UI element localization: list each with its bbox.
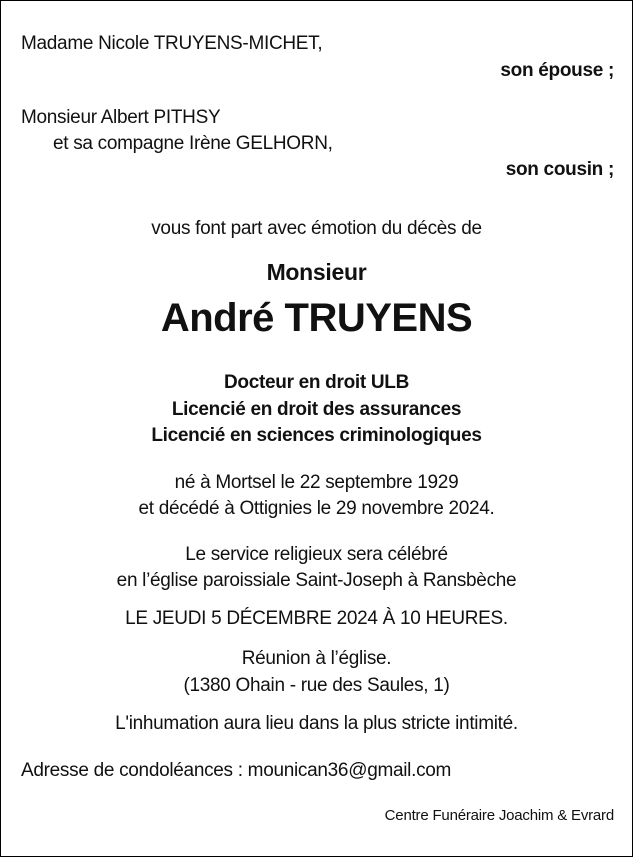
title-line: Licencié en droit des assurances — [171, 399, 462, 420]
burial-line: L'inhumation aura lieu dans la plus stricte intimité. — [115, 713, 518, 734]
deceased-name: André TRUYENS — [160, 296, 473, 340]
meeting-address: (1380 Ohain - rue des Saules, 1) — [183, 675, 450, 696]
cousin-partner: et sa compagne Irène GELHORN, — [53, 133, 333, 154]
birth-line: né à Mortsel le 22 septembre 1929 — [174, 472, 459, 493]
service-datetime: LE JEUDI 5 DÉCEMBRE 2024 À 10 HEURES. — [125, 608, 508, 629]
cousin-name: Monsieur Albert PITHSY — [21, 107, 221, 128]
death-line: et décédé à Ottignies le 29 novembre 2024. — [138, 498, 495, 519]
title-line: Docteur en droit ULB — [223, 372, 410, 393]
announcement-intro: vous font part avec émotion du décès de — [151, 218, 482, 239]
service-line-2: en l’église paroissiale Saint-Joseph à Ransbèche — [116, 570, 517, 591]
funeral-home: Centre Funéraire Joachim & Evrard — [384, 807, 614, 824]
title-line: Licencié en sciences criminologiques — [151, 425, 482, 446]
spouse-name: Madame Nicole TRUYENS-MICHET, — [21, 33, 323, 54]
meeting-line: Réunion à l’église. — [241, 648, 392, 669]
spouse-relation: son épouse ; — [500, 60, 614, 81]
service-line-1: Le service religieux sera célébré — [185, 544, 448, 565]
cousin-relation: son cousin ; — [505, 159, 614, 180]
honorific: Monsieur — [266, 259, 367, 285]
condolences-line: Adresse de condoléances : mounican36@gmail.com — [21, 760, 452, 781]
